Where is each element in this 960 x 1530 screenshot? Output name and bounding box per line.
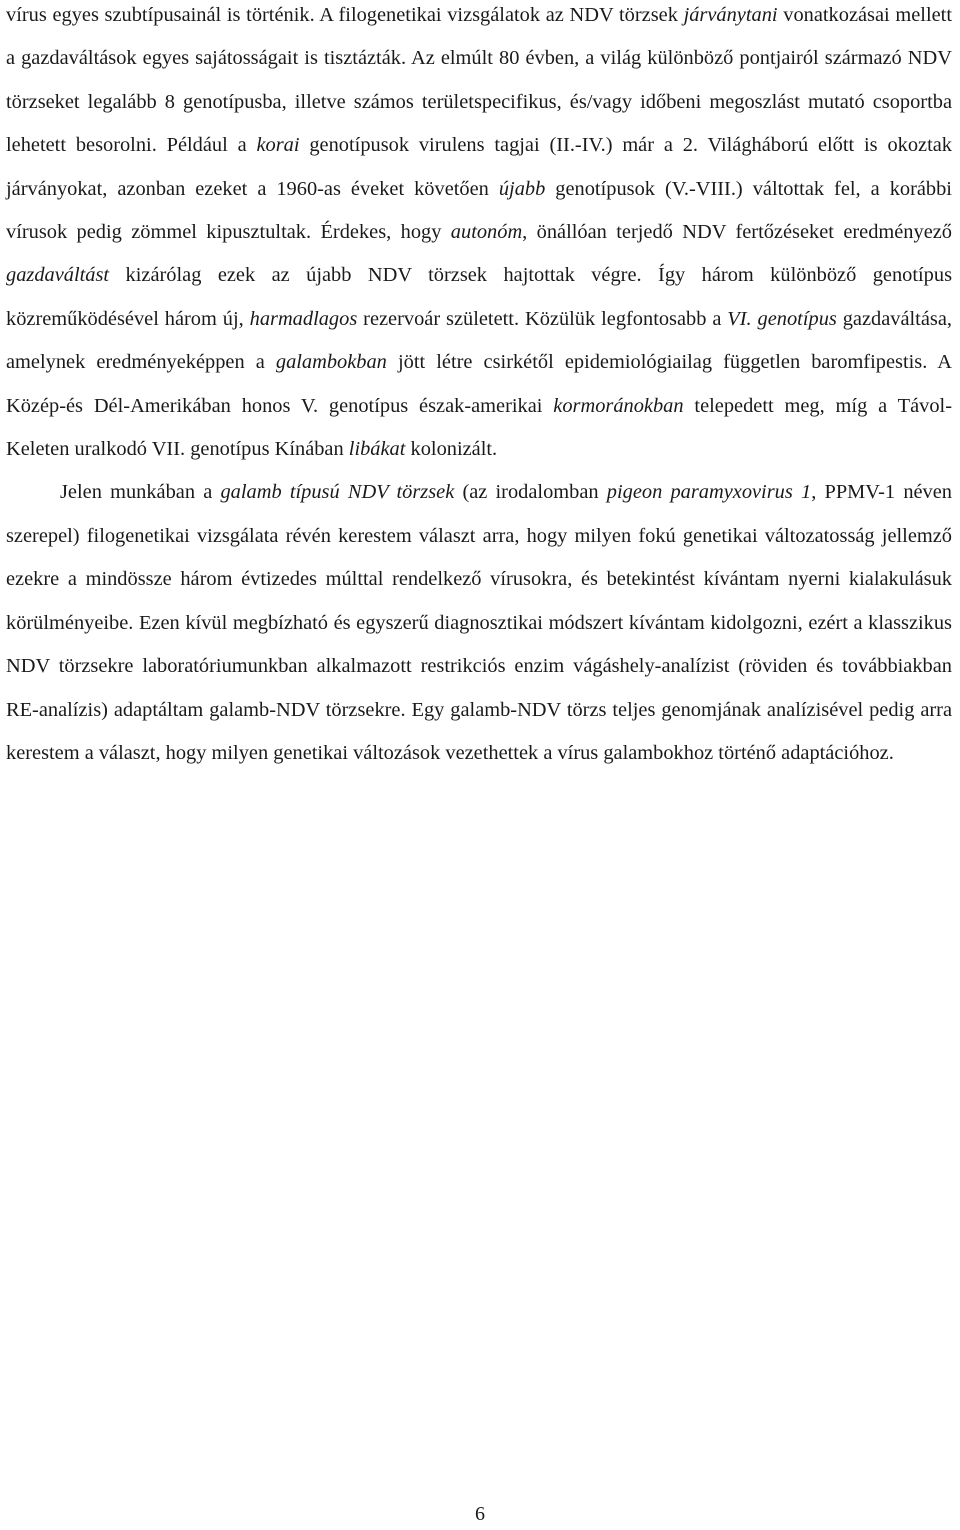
italic-term: galambokban <box>275 351 387 374</box>
text-run: vírus egyes szubtípusainál is történik. A filogenetikai vizsgálatok az NDV törzsek <box>6 4 684 26</box>
text-run: kizárólag ezek az újabb NDV törzsek hajtottak végre. Így három különböző genotípus közreműködésével három új, <box>6 264 952 330</box>
italic-term: galamb típusú NDV törzsek <box>220 481 455 504</box>
italic-term: libákat <box>348 438 406 461</box>
italic-term: pigeon paramyxovirus 1 <box>606 481 812 504</box>
italic-term: VI. genotípus <box>727 307 837 330</box>
italic-term: újabb <box>498 177 546 200</box>
italic-term: autonóm <box>450 221 523 244</box>
italic-term: gazdaváltást <box>6 264 110 287</box>
text-run: , önállóan terjedő NDV fertőzéseket eredményező <box>522 221 952 244</box>
text-run: genotípusok virulens tagjai (II.-IV.) már a 2. Világháború előtt is okoztak járványokat, azonban ezeket a 1960-as éveket követően <box>6 134 952 200</box>
page-number: 6 <box>475 1503 485 1525</box>
text-run: (az irodalomban <box>454 481 607 504</box>
text-run: rezervoár született. Közülük legfontosabb a <box>357 307 728 330</box>
paragraph-aims <box>6 471 952 775</box>
paragraph-genotypes <box>6 0 952 471</box>
text-run: vonatkozásai mellett a gazdaváltások egyes sajátosságait is tisztázták. Az elmúlt 80 évben, a világ különböző pontjairól származó NDV törzseket legalább 8 genotípusba, illetve számos területspecifikus, és/vagy időbeni megoszlást mutató csoportba lehetett besorolni. Például a <box>6 4 952 157</box>
text-run: kolonizált. <box>405 438 498 461</box>
document-page <box>6 0 952 775</box>
text-run: genotípusok (V.-VIII.) váltottak fel, a korábbi vírusok pedig zömmel kipusztultak. Érdekes, hogy <box>6 177 952 244</box>
text-run: , PPMV-1 néven szerepel) filogenetikai vizsgálata révén kerestem választ arra, hogy milyen fokú genetikai változatosság jellemző ezekre a mindössze három évtizedes múlttal rendelkező vírusokra, és betekintést kívántam nyerni kialakulásuk körülményeibe. Ezen kívül megbízható és egyszerű diagnosztikai módszert kívántam kidolgozni, ezért a klasszikus NDV törzsekre laboratóriumunkban alkalmazott restrikciós enzim vágáshely-analízist (röviden és továbbiakban RE-analízis) adaptáltam galamb-NDV törzsekre. Egy galamb-NDV törzs teljes genomjának analízisével pedig arra kerestem a választ, hogy milyen genetikai változások vezethettek a vírus galambokhoz történő adaptációhoz. <box>6 481 953 764</box>
italic-term: harmadlagos <box>249 307 358 330</box>
text-run: telepedett meg, míg a Távol-Keleten uralkodó VII. genotípus Kínában <box>6 394 952 461</box>
italic-term: korai <box>256 134 300 157</box>
text-run: Jelen munkában a <box>60 481 221 504</box>
text-run: jött létre csirkétől epidemiológiailag független baromfipestis. A Közép-és Dél-Amerikában honos V. genotípus észak-amerikai <box>6 351 952 417</box>
italic-term: járványtani <box>683 4 778 26</box>
text-run: gazdaváltása, amelynek eredményeképpen a <box>6 307 952 374</box>
italic-term: kormoránokban <box>553 394 684 417</box>
